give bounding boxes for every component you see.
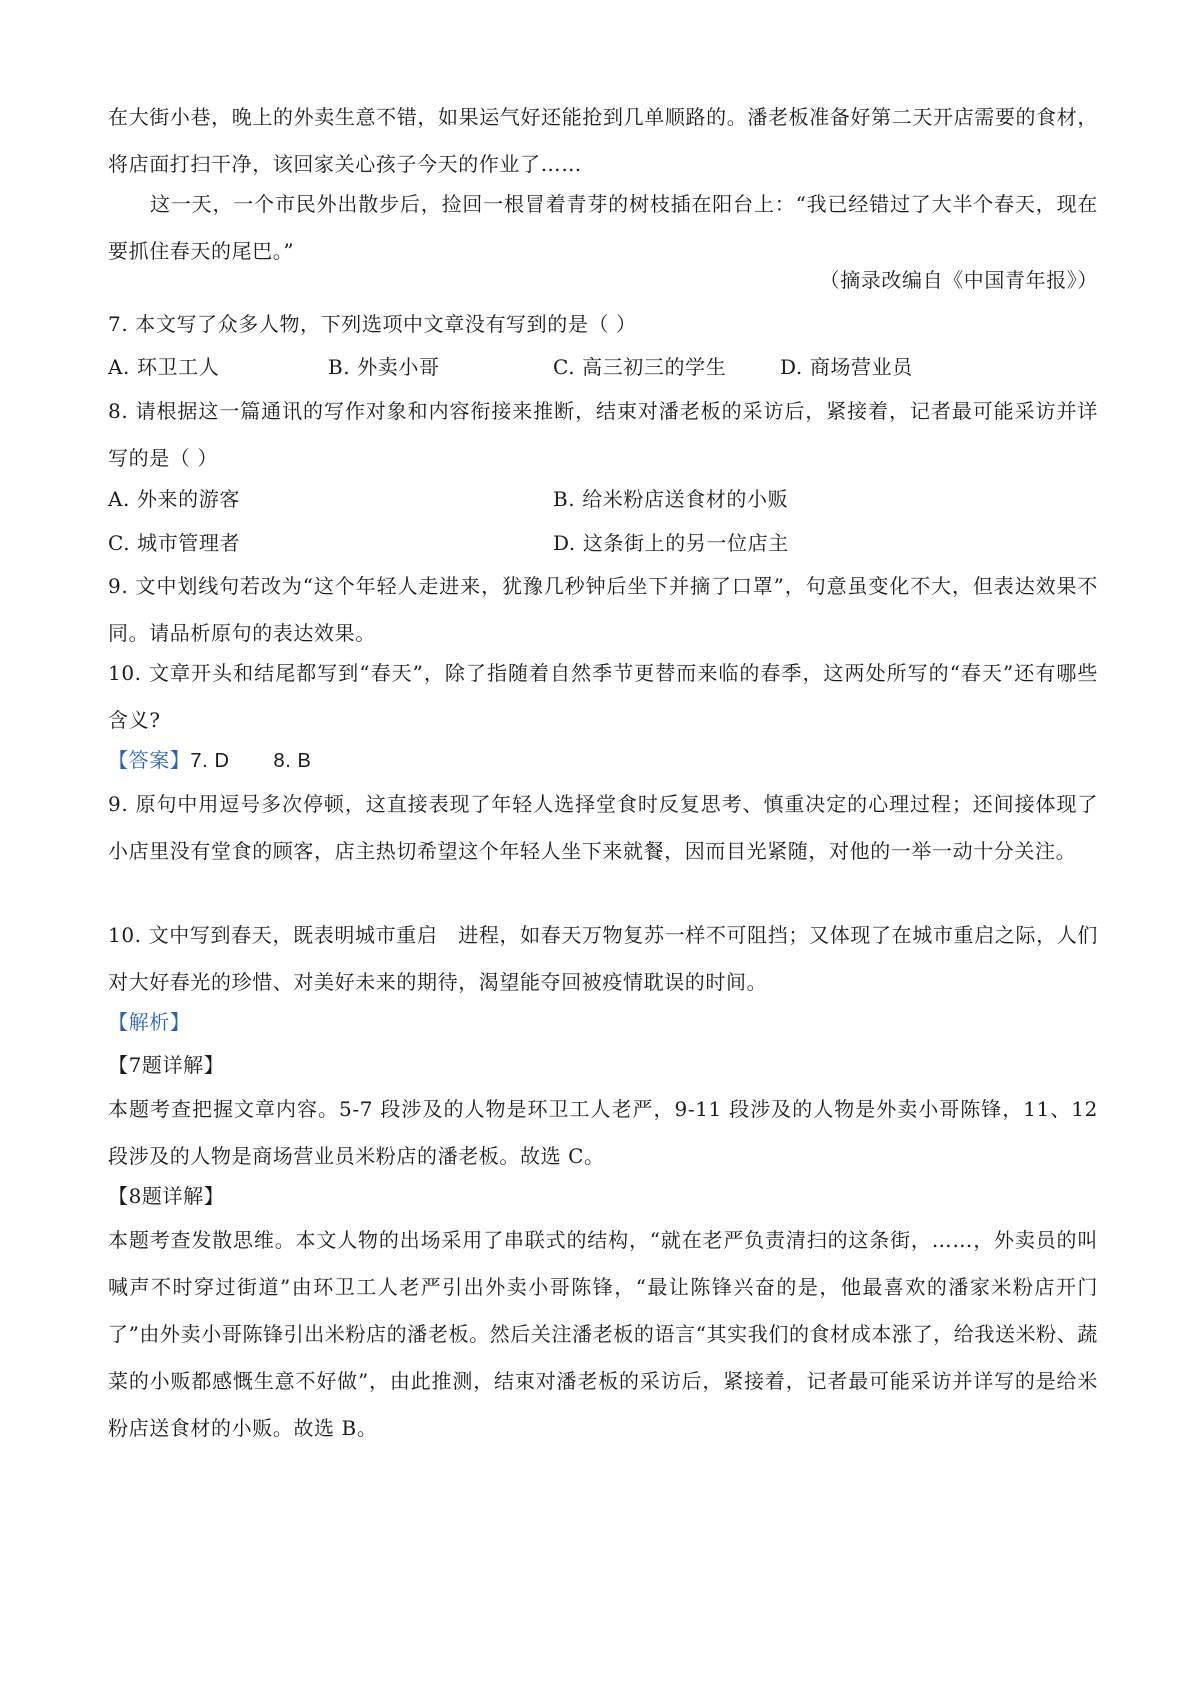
q7-option-a: A. 环卫工人 <box>108 355 220 379</box>
passage-source: （摘录改编自《中国青年报》） <box>819 268 1098 292</box>
answer-label: 【答案】 <box>108 748 191 772</box>
question-8-stem: 8. 请根据这一篇通讯的写作对象和内容衔接来推断，结束对潘老板的采访后，紧接着，记者最可能采访并详写的是（ ） <box>108 399 1098 470</box>
q8-option-c: C. 城市管理者 <box>108 531 241 555</box>
q8-option-b: B. 给米粉店送食材的小贩 <box>553 487 789 511</box>
question-7-stem: 7. 本文写了众多人物，下列选项中文章没有写到的是（ ） <box>108 312 637 336</box>
answer-7: 7. D <box>190 750 230 772</box>
analysis-q7-text: 本题考查把握文章内容。5-7 段涉及的人物是环卫工人老严，9-11 段涉及的人物是外卖小哥陈锋，11、12 段涉及的人物是商场营业员米粉店的潘老板。故选 C。 <box>108 1097 1098 1168</box>
passage-continuation: 在大街小巷，晚上的外卖生意不错，如果运气好还能抢到几单顺路的。潘老板准备好第二天开店需要的食材，将店面打扫干净，该回家关心孩子今天的作业了…… <box>108 105 1098 176</box>
answer-8: 8. B <box>273 750 312 772</box>
question-10-stem: 10. 文章开头和结尾都写到“春天”，除了指随着自然季节更替而来临的春季，这两处所写的“春天”还有哪些含义? <box>108 661 1098 732</box>
analysis-label: 【解析】 <box>108 1010 191 1034</box>
q7-option-b: B. 外卖小哥 <box>328 355 440 379</box>
question-9-stem: 9. 文中划线句若改为“这个年轻人走进来，犹豫几秒钟后坐下并摘了口罩”，句意虽变化不大，但表达效果不同。请品析原句的表达效果。 <box>108 574 1098 645</box>
q7-option-d: D. 商场营业员 <box>780 355 913 379</box>
analysis-q7-title: 【7题详解】 <box>108 1053 225 1077</box>
answer-line <box>108 737 311 785</box>
q8-option-d: D. 这条街上的另一位店主 <box>553 531 789 555</box>
analysis-q8-text: 本题考查发散思维。本文人物的出场采用了串联式的结构，“就在老严负责清扫的这条街，……，外卖员的叫喊声不时穿过街道”由环卫工人老严引出外卖小哥陈锋，“最让陈锋兴奋的是，他最喜欢的潘家米粉店开门了”由外卖小哥陈锋引出米粉店的潘老板。然后关注潘老板的语言“其实我们的食材成本涨了，给我送米粉、蔬菜的小贩都感慨生意不好做”，由此推测，结束对潘老板的采访后，紧接着，记者最可能采访并详写的是给米粉店送食材的小贩。故选 B。 <box>108 1228 1098 1440</box>
passage-ending: 这一天，一个市民外出散步后，捡回一根冒着青芽的树枝插在阳台上：“我已经错过了大半个春天，现在要抓住春天的尾巴。” <box>108 192 1098 263</box>
analysis-q8-title: 【8题详解】 <box>108 1184 225 1208</box>
answer-9: 9. 原句中用逗号多次停顿，这直接表现了年轻人选择堂食时反复思考、慎重决定的心理过程；还间接体现了小店里没有堂食的顾客，店主热切希望这个年轻人坐下来就餐，因而目光紧随，对他的一举一动十分关注。 <box>108 792 1098 863</box>
q8-option-a: A. 外来的游客 <box>108 487 240 511</box>
answer-10: 10. 文中写到春天，既表明城市重启 进程，如春天万物复苏一样不可阻挡；又体现了在城市重启之际，人们对大好春光的珍惜、对美好未来的期待，渴望能夺回被疫情耽误的时间。 <box>108 923 1098 994</box>
q7-option-c: C. 高三初三的学生 <box>553 355 727 379</box>
